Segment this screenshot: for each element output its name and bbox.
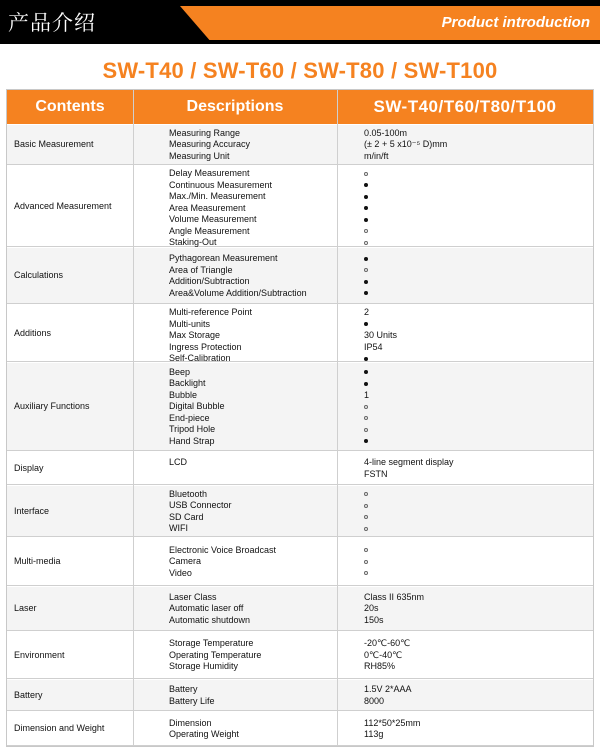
row-values <box>364 457 454 480</box>
description-item: WIFI <box>169 523 188 533</box>
row-descriptions <box>169 545 276 580</box>
spec-value-line <box>364 615 424 627</box>
spec-value: 150s <box>364 614 384 625</box>
description-item: SD Card <box>169 511 204 522</box>
spec-table <box>6 89 594 747</box>
description-item: Bubble <box>169 389 198 400</box>
spec-value-line <box>364 390 369 402</box>
header-title-cn: 产品介绍 <box>8 11 96 35</box>
hollow-circle-icon <box>364 571 368 575</box>
description-item: Storage Temperature <box>169 638 254 649</box>
table-row <box>7 680 593 711</box>
spec-value-line <box>364 500 368 512</box>
description-item: USB Connector <box>169 500 232 510</box>
table-row <box>7 125 593 165</box>
description-item: Area&Volume Addition/Subtraction <box>169 287 307 298</box>
row-descriptions <box>169 128 250 163</box>
spec-value: RH85% <box>364 661 396 672</box>
row-category: Calculations <box>14 270 64 280</box>
spec-value-line <box>364 661 410 673</box>
description-item: Battery <box>169 684 198 694</box>
spec-value-line <box>364 378 369 390</box>
spec-value-line <box>364 191 368 203</box>
spec-value: 30 Units <box>364 330 398 340</box>
table-row <box>7 538 593 586</box>
spec-value: 1.5V 2*AAA <box>364 684 412 694</box>
spec-value-line <box>364 168 368 180</box>
row-descriptions <box>169 367 225 448</box>
table-row <box>7 452 593 485</box>
description-item: Measuring Range <box>169 127 241 138</box>
hollow-circle-icon <box>364 405 368 409</box>
filled-dot-icon <box>364 280 368 284</box>
spec-value-line <box>364 568 368 580</box>
spec-value: m/in/ft <box>364 150 389 161</box>
description-item: Staking-Out <box>169 237 217 247</box>
description-item: Electronic Voice Broadcast <box>169 544 277 555</box>
row-descriptions <box>169 168 272 249</box>
spec-value-line <box>364 401 369 413</box>
description-item: Automatic laser off <box>169 603 244 614</box>
spec-value-line <box>364 469 454 481</box>
column-divider <box>337 90 338 746</box>
row-values <box>364 718 420 741</box>
spec-value: 20s <box>364 603 379 614</box>
row-category: Interface <box>14 505 50 516</box>
description-item: Addition/Subtraction <box>169 276 250 286</box>
row-descriptions <box>169 489 232 535</box>
row-values <box>364 168 368 249</box>
spec-value-line <box>364 265 368 277</box>
description-item: Measuring Unit <box>169 150 230 161</box>
spec-value-line <box>364 545 368 557</box>
row-values <box>364 253 368 299</box>
hollow-circle-icon <box>364 492 368 496</box>
spec-value-line <box>364 214 368 226</box>
description-item: Ingress Protection <box>169 341 242 352</box>
description-item: Area of Triangle <box>169 264 233 275</box>
spec-value-line <box>364 603 424 615</box>
spec-value: 0.05-100m <box>364 127 408 138</box>
row-category: Laser <box>14 603 37 613</box>
spec-value-line <box>364 592 424 604</box>
spec-value: 113g <box>364 729 384 739</box>
header-bar <box>0 0 600 44</box>
description-item: Automatic shutdown <box>169 614 251 625</box>
description-item: Digital Bubble <box>169 401 225 412</box>
table-row <box>7 166 593 247</box>
description-item: Storage Humidity <box>169 661 239 672</box>
spec-value-line <box>364 307 397 319</box>
spec-value: IP54 <box>364 341 383 352</box>
description-item: Max./Min. Measurement <box>169 191 266 201</box>
row-descriptions <box>169 592 250 627</box>
spec-value: 1 <box>364 389 370 400</box>
hollow-circle-icon <box>364 548 368 552</box>
filled-dot-icon <box>364 218 368 222</box>
hollow-circle-icon <box>364 172 368 176</box>
row-values <box>364 592 424 627</box>
header-models: SW-T40/T60/T80/T100 <box>373 97 557 116</box>
description-item: Measuring Accuracy <box>169 139 251 150</box>
spec-value-line <box>364 180 368 192</box>
description-item: Multi-units <box>169 318 211 329</box>
spec-value-line <box>364 237 368 249</box>
description-item: Camera <box>169 556 202 567</box>
row-values <box>364 307 397 365</box>
spec-value-line <box>364 226 368 238</box>
spec-value-line <box>364 276 368 288</box>
description-item: Dimension <box>169 717 212 728</box>
spec-value: (± 2 + 5 x10⁻⁵ D)mm <box>364 139 448 150</box>
description-item: Hand Strap <box>169 435 215 446</box>
hollow-circle-icon <box>364 515 368 519</box>
filled-dot-icon <box>364 382 368 386</box>
spec-value-line <box>364 319 397 331</box>
row-descriptions <box>169 684 215 707</box>
row-descriptions <box>169 457 187 469</box>
spec-value-line <box>364 128 447 140</box>
spec-value-line <box>364 413 369 425</box>
row-values <box>364 638 410 673</box>
description-item: Battery Life <box>169 695 215 706</box>
header-descriptions: Descriptions <box>186 98 284 115</box>
description-item: Delay Measurement <box>169 168 250 178</box>
hollow-circle-icon <box>364 241 368 245</box>
table-header <box>7 90 593 124</box>
row-category: Display <box>14 462 44 473</box>
hollow-circle-icon <box>364 527 368 531</box>
description-item: Backlight <box>169 378 206 389</box>
row-descriptions <box>169 307 252 365</box>
spec-value: 112*50*25mm <box>364 717 421 728</box>
filled-dot-icon <box>364 322 368 326</box>
row-category: Basic Measurement <box>14 139 94 149</box>
row-category: Dimension and Weight <box>14 723 105 733</box>
hollow-circle-icon <box>364 560 368 564</box>
table-row <box>7 363 593 451</box>
spec-value-line <box>364 718 420 730</box>
row-category: Battery <box>14 689 43 700</box>
description-item: Tripod Hole <box>169 424 216 435</box>
filled-dot-icon <box>364 439 368 443</box>
filled-dot-icon <box>364 357 368 361</box>
row-descriptions <box>169 718 239 741</box>
spec-value-line <box>364 650 410 662</box>
spec-value-line <box>364 696 412 708</box>
table-row <box>7 632 593 679</box>
hollow-circle-icon <box>364 428 368 432</box>
spec-value-line <box>364 436 369 448</box>
spec-value-line <box>364 512 368 524</box>
spec-value-line <box>364 523 368 535</box>
description-item: End-piece <box>169 412 210 423</box>
table-row <box>7 486 593 537</box>
row-category: Multi-media <box>14 556 61 566</box>
description-item: Beep <box>169 366 191 377</box>
description-item: Max Storage <box>169 330 221 340</box>
spec-value-line <box>364 729 420 741</box>
description-item: Continuous Measurement <box>169 179 273 190</box>
spec-value: 2 <box>364 307 370 317</box>
description-item: Operating Temperature <box>169 649 262 660</box>
spec-value-line <box>364 288 368 300</box>
spec-value: Class II 635nm <box>364 591 425 602</box>
spec-value: 0℃-40℃ <box>364 649 403 660</box>
row-values <box>364 128 447 163</box>
spec-value-line <box>364 424 369 436</box>
table-row <box>7 587 593 631</box>
spec-value-line <box>364 457 454 469</box>
description-item: Area Measurement <box>169 202 246 213</box>
spec-value: 4-line segment display <box>364 457 454 467</box>
hollow-circle-icon <box>364 268 368 272</box>
row-values <box>364 489 368 535</box>
row-values <box>364 545 368 580</box>
spec-value-line <box>364 342 397 354</box>
row-values <box>364 367 369 448</box>
hollow-circle-icon <box>364 229 368 233</box>
column-divider <box>133 90 134 746</box>
row-values <box>364 684 412 707</box>
row-descriptions <box>169 638 261 673</box>
filled-dot-icon <box>364 257 368 261</box>
table-row <box>7 248 593 304</box>
spec-value-line <box>364 489 368 501</box>
description-item: Bluetooth <box>169 488 208 499</box>
filled-dot-icon <box>364 183 368 187</box>
description-item: Laser Class <box>169 591 217 602</box>
description-item: Pythagorean Measurement <box>169 253 278 263</box>
spec-value-line <box>364 253 368 265</box>
spec-value-line <box>364 203 368 215</box>
spec-value-line <box>364 151 447 163</box>
models-title: SW-T40 / SW-T60 / SW-T80 / SW-T100 <box>102 58 498 83</box>
description-item: LCD <box>169 457 188 467</box>
filled-dot-icon <box>364 291 368 295</box>
spec-value: FSTN <box>364 468 388 479</box>
spec-value-line <box>364 367 369 379</box>
filled-dot-icon <box>364 195 368 199</box>
header-title-en: Product introduction <box>441 14 590 31</box>
description-item: Self-Calibration <box>169 353 231 363</box>
table-row <box>7 305 593 362</box>
hollow-circle-icon <box>364 416 368 420</box>
description-item: Video <box>169 567 192 578</box>
hollow-circle-icon <box>364 504 368 508</box>
spec-value-line <box>364 556 368 568</box>
row-descriptions <box>169 253 307 299</box>
description-item: Volume Measurement <box>169 214 257 224</box>
spec-value-line <box>364 330 397 342</box>
filled-dot-icon <box>364 370 368 374</box>
row-category: Environment <box>14 649 65 660</box>
spec-value-line <box>364 139 447 151</box>
description-item: Multi-reference Point <box>169 307 253 317</box>
row-category: Advanced Measurement <box>14 200 112 211</box>
row-category: Additions <box>14 327 52 338</box>
header-contents: Contents <box>35 98 105 115</box>
table-row <box>7 712 593 746</box>
spec-value: -20℃-60℃ <box>364 638 411 649</box>
description-item: Angle Measurement <box>169 225 250 236</box>
spec-value-line <box>364 638 410 650</box>
spec-value-line <box>364 684 412 696</box>
description-item: Operating Weight <box>169 729 239 739</box>
filled-dot-icon <box>364 206 368 210</box>
row-category: Auxiliary Functions <box>14 401 90 411</box>
spec-value: 8000 <box>364 695 385 706</box>
